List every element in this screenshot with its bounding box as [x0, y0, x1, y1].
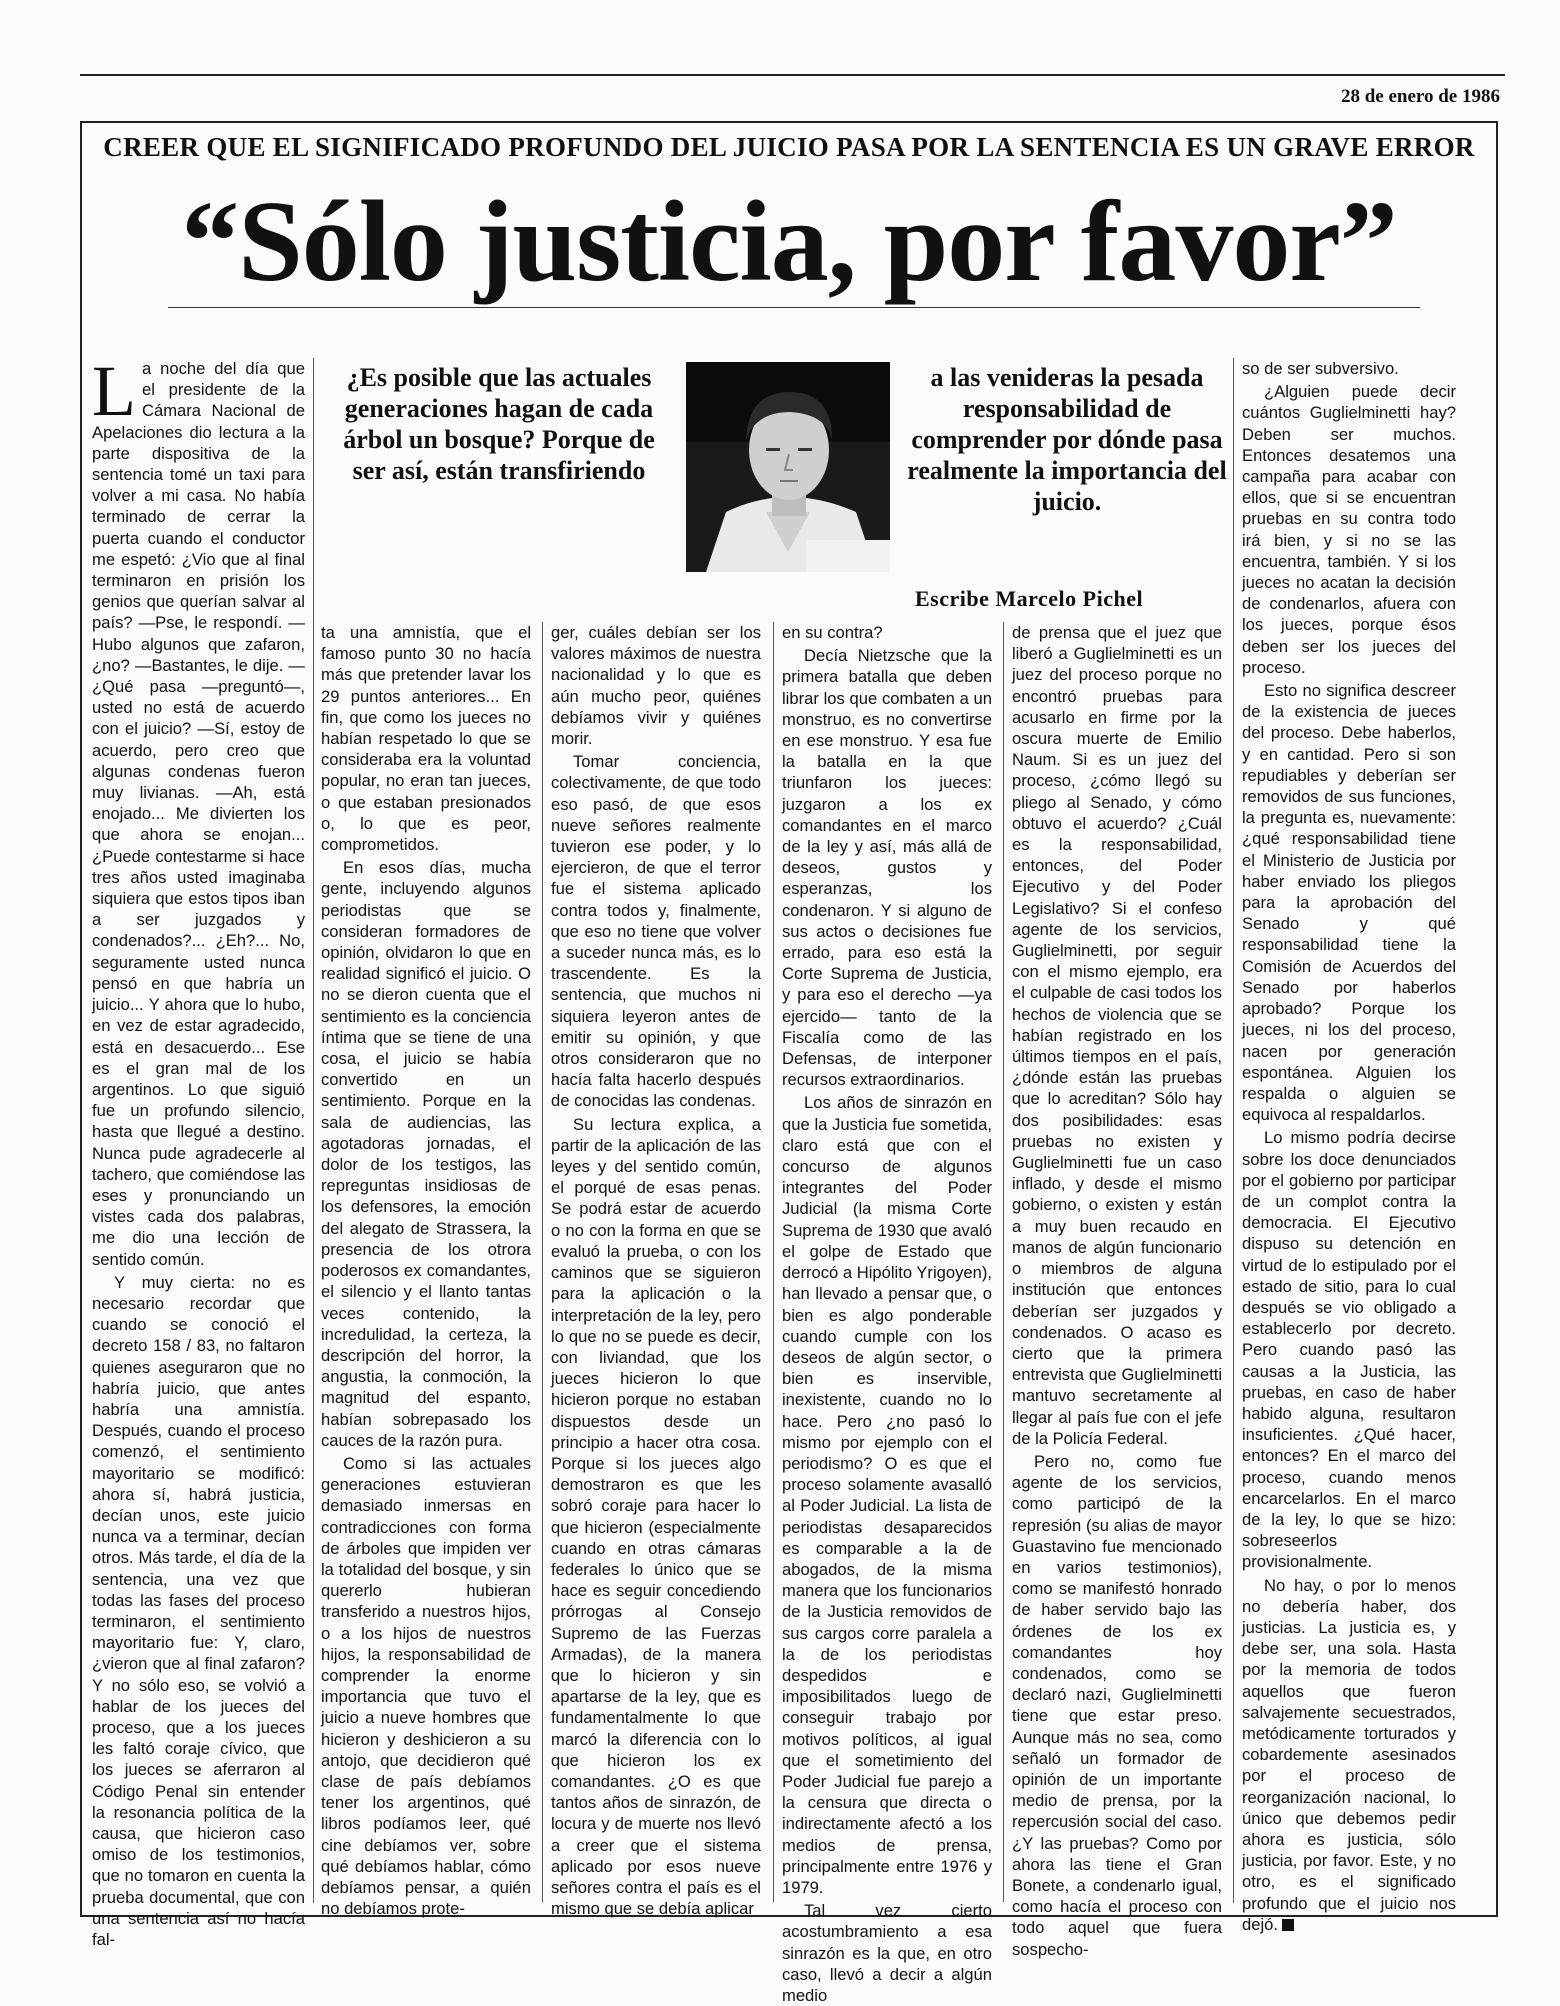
paragraph: Los años de sinrazón en que la Justicia fue sometida, claro está que con el concurso de algunos integrantes del Poder Judicial (la misma Corte Suprema de 1930 que avaló el golpe de Estado que derrocó a Hipólito Yrigoyen), han llevado a pensar que, o bien es algo ponderable cuando cumple con los deseos de algún sector, o bien es inservible, inexistente, cuando no lo hace. Pero ¿no pasó lo mismo por ejemplo con el periodismo? O es que el proceso solamente avasalló al Poder Judicial. La lista de periodistas desaparecidos es comparable a la de abogados, de la misma manera que los funcionarios de la Justicia removidos de sus cargos corre paralela a la de los periodistas despedidos e imposibilitados luego de conseguir trabajo por motivos políticos, al igual que el sometimiento del Poder Judicial fue parejo a la censura que directa o indirectamente afectó a los medios de prensa, principalmente entre 1976 y 1979.: [782, 1093, 992, 1897]
paragraph: Lo mismo podría decirse sobre los doce denunciados por el gobierno por participar de un complot contra la democracia. El Ejecutivo dispuso su detención en virtud de lo estipulado por el estado de sitio, para lo cual después se vio obligado a establecerlo por decreto. Pero cuando pasó las causas a la Justicia, las pruebas, en caso de haber habido alguna, resultaron insuficientes. ¿Qué hacer, entonces? En el marco del proceso, cuando menos encarcelarlos. En el marco de la ley, lo que se hizo: sobreseerlos provisionalmente.: [1242, 1128, 1456, 1572]
headline: “Sólo justicia, por favor”: [181, 178, 1397, 306]
paragraph: en su contra?: [782, 623, 883, 642]
paragraph: Y muy cierta: no es necesario recordar que cuando se conoció el decreto 158 / 83, no faltaron quienes aseguraron que no habría juicio, que antes habría una amnistía. Después, cuando el proceso comenzó, el sentimiento mayoritario se modificó: ahora sí, habrá justicia, decían unos, este juicio nunca va a terminar, decían otros. Más tarde, el día de la sentencia, una vez que todas las fases del proceso terminaron, el sentimiento mayoritario fue: Y, claro, ¿vieron que al final zafaron? Y no sólo eso, se volvió a hablar de los jueces del proceso, que a los jueces les faltó coraje cívico, que los jueces se aferraron al Código Penal sin entender la resonancia política de la causa, que hicieron caso omiso de los testimonios, que no tomaron en cuenta la prueba documental, que con una sentencia así no hacía fal-: [92, 1272, 305, 1950]
paragraph: Tal vez cierto acostumbramiento a esa sinrazón es la que, en otro caso, llevó a decir a algún medio: [782, 1901, 992, 2005]
drop-cap: L: [92, 351, 136, 431]
column-6: [1242, 358, 1456, 1934]
paragraph: ta una amnistía, que el famoso punto 30 no hacía más que pretender lavar los 29 puntos anteriores... En fin, que como los jueces no habían respetado lo que se consideraba era la voluntad popular, no eran tan jueces, o que estaban presionados o, lo que es peor, comprometidos.: [321, 623, 531, 855]
byline: Escribe Marcelo Pichel: [915, 586, 1144, 611]
column-4: [782, 622, 992, 2005]
paragraph: de prensa que el juez que liberó a Guglielminetti es un juez del proceso porque no encontró pruebas para acusarlo en firme por la oscura muerte de Emilio Naum. Si es un juez del proceso, ¿cómo llegó su pliego al Senado, y cómo obtuvo el acuerdo? ¿Cuál es la responsabilidad, entonces, del Poder Ejecutivo y del Poder Legislativo? Si el confeso agente de los servicios, Guglielminetti, por seguir con el mismo ejemplo, era el culpable de casi todos los hechos de violencia que se habían registrado en los últimos tiempos en el país, ¿dónde están las pruebas que lo acreditan? Sólo hay dos posibilidades: esas pruebas no existen y Guglielminetti fue un caso inflado, y desde el mismo gobierno, o existen y están a muy buen recaudo en manos de algún funcionario o miembros de alguna institución que entonces deberían ser juzgados y condenados. O acaso es cierto que la primera entrevista que Guglielminetti mantuvo secretamente al llegar al país fue con el jefe de la Policía Federal.: [1012, 623, 1222, 1448]
pull-quote-right: a las venideras la pesada responsabilidad de comprender por dónde pasa realmente la importancia del juicio.: [907, 363, 1227, 516]
paragraph: No hay, o por lo menos no debería haber, dos justicias. La justicia es, y debe ser, una sola. Hasta por la memoria de todos aquellos que fueron salvajemente secuestrados, metódicamente torturados y cobardemente asesinados por el proceso de reorganización nacional, lo único que debemos pedir ahora es justicia, sólo justicia, por favor. Este, y no otro, es el significado profundo que el juicio nos dejó.: [1242, 1575, 1456, 1934]
author-photo: [686, 362, 890, 572]
paragraph: Esto no significa descreer de la existencia de jueces del proceso. Debe haberlos, y en cantidad. Pero si son repudiables y deberían ser removidos de sus funciones, la pregunta es, nuevamente: ¿qué responsabilidad tiene el Ministerio de Justicia por haber enviado los pliegos para la aprobación del Senado y qué responsabilidad tiene la Comisión de Acuerdos del Senado por haberlos aprobado? Porque los jueces, ni los del proceso, nacen por generación espontánea. Alguien los respalda o alguien se equivoca al respaldarlos.: [1242, 681, 1456, 1125]
paragraph: Como si las actuales generaciones estuvieran demasiado inmersas en contradicciones con forma de árboles que impiden ver la totalidad del bosque, y sin quererlo hubieran transferido a nuestros hijos, o a los hijos de nuestros hijos, la responsabilidad de comprender la enorme importancia que tuvo el juicio a nueve hombres que hicieron y deshicieron a su antojo, que decidieron qué clase de país debíamos tener los argentinos, qué libros podíamos leer, qué cine debíamos ver, sobre qué debíamos hablar, cómo debíamos pensar, a quién no debíamos prote-: [321, 1453, 531, 1919]
column-2: [321, 622, 531, 1919]
column-3: [551, 622, 761, 1919]
paragraph: ger, cuáles debían ser los valores máximos de nuestra nacionalidad y lo que es aún mucho peor, quiénes debíamos vivir y quiénes morir.: [551, 623, 761, 749]
pull-quote-left: ¿Es posible que las actuales generaciones hagan de cada árbol un bosque? Porque de ser así, están transfiriendo: [343, 363, 655, 485]
paragraph: Tomar conciencia, colectivamente, de que todo eso pasó, de que esos nueve señores realmente tuvieron ese poder, y lo ejercieron, de que el terror fue el sistema aplicado contra todos y, finalmente, que eso no tiene que volver a suceder nunca más, es lo trascendente. Es la sentencia, que muchos ni siquiera leyeron antes de emitir su opinión, y que otros consideraron que no hacía falta hacerlo después de conocidas las condenas.: [551, 752, 761, 1111]
paragraph: La noche del día que el presidente de la Cámara Nacional de Apelaciones dio lectura a la parte dispositiva de la sentencia tomé un taxi para volver a mi casa. No había terminado de cerrar la puerta cuando el conductor me espetó: ¿Vio que al final terminaron en prisión los genios que querían salvar al país? —Pse, le respondí. —Hubo algunos que zafaron, ¿no? —Bastantes, le dije. —¿Qué pasa —preguntó—, usted no está de acuerdo con el juicio? —Sí, estoy de acuerdo, pero creo que algunas condenas fueron muy livianas. —Ah, está enojado... Me divierten los que ahora se enojan... ¿Puede contestarme si hace tres años usted imaginaba siquiera que estos tipos iban a ser juzgados y condenados?... ¿Eh?... No, seguramente usted nunca pensó en que habría un juicio... Y ahora que lo hubo, en vez de estar agradecido, está en desacuerdo... Ese es el gran mal de los argentinos. Lo que siguió fue un profundo silencio, hasta que llegué a destino. Nunca pude agradecerle al tachero, que comiéndose las eses y pronunciando un vistes cada dos palabras, me dio una lección de sentido común.: [92, 351, 305, 1269]
column-rule: [542, 622, 543, 1902]
column-rule: [1233, 358, 1234, 1903]
paragraph: Pero no, como fue agente de los servicios, como participó de la represión (su alias de mayor Guastavino fue mencionado en varios testimonios), como se manifestó honrado de haber servido bajo las órdenes de los ex comandantes hoy condenados, como se declaró nazi, Guglielminetti tiene que estar preso. Aunque más no sea, como señaló un formador de opinión de un importante medio de prensa, por la repercusión social del caso. ¿Y las pruebas? Como por ahora las tiene el Gran Bonete, a condenarlo igual, como hacía el proceso con todo aquel que fuera sospecho-: [1012, 1451, 1222, 1959]
end-mark: [1282, 1919, 1294, 1931]
paragraph: so de ser subversivo.: [1242, 359, 1399, 378]
paragraph: ¿Alguien puede decir cuántos Guglielminetti hay? Deben ser muchos. Entonces desatemos una campaña para acabar con ellos, que si se encuentran pruebas en su contra todo irá bien, y si no se las encuentra, también. Y si los jueces no acatan la decisión de condenarlos, afuera con los jueces, porque ésos deben ser los jueces del proceso.: [1242, 382, 1456, 677]
paragraph: Decía Nietzsche que la primera batalla que deben librar los que combaten a un monstruo, es no convertirse en ese monstruo. Y esa fue la batalla en la que triunfaron los jueces: juzgaron a los ex comandantes en el marco de la ley y así, más allá de deseos, gustos y esperanzas, los condenaron. Y si alguno de sus actos o decisiones fue errado, para eso está la Corte Suprema de Justicia, y para eso el derecho —ya ejercido— tanto de la Fiscalía como de las Defensas, de interponer recursos extraordinarios.: [782, 646, 992, 1090]
paragraph: Su lectura explica, a partir de la aplicación de las leyes y del sentido común, el porqué de esas penas. Se podrá estar de acuerdo o no con la forma en que se evaluó la prueba, o con los caminos que se siguieron para la aplicación o la interpretación de la ley, pero lo que no se puede es decir, con liviandad, que los jueces hicieron lo que hicieron porque no estaban dispuestos desde un principio a hacer otra cosa. Porque si los jueces algo demostraron es que les sobró coraje para hacer lo que hicieron (especialmente cuando en otras cámaras federales lo único que se hace es seguir concediendo prórrogas al Consejo Supremo de las Fuerzas Armadas), de la manera que lo hicieron y sin apartarse de la ley, que es fundamentalmente lo que marcó la diferencia con lo que hicieron los ex comandantes. ¿O es que tantos años de sinrazón, de locura y de muerte nos llevó a creer que el sistema aplicado por esos nueve señores contra el país es el mismo que se debía aplicar: [551, 1114, 761, 1919]
publication-date: 28 de enero de 1986: [1340, 86, 1500, 107]
column-rule: [773, 622, 774, 1902]
column-rule: [313, 358, 314, 1903]
column-rule: [1003, 622, 1004, 1902]
kicker: CREER QUE EL SIGNIFICADO PROFUNDO DEL JUICIO PASA POR LA SENTENCIA ES UN GRAVE ERROR: [103, 132, 1475, 162]
headline-rule: [168, 307, 1420, 308]
column-1: [92, 351, 305, 1950]
top-rule: [80, 74, 1505, 76]
column-5: [1012, 622, 1222, 1959]
paragraph: En esos días, mucha gente, incluyendo algunos periodistas que se consideran formadores de opinión, olvidaron lo que en realidad significó el juicio. O no se dieron cuenta que el sentimiento es la conciencia íntima que se tiene de una cosa, el juicio se había convertido en un sentimiento. Porque en la sala de audiencias, las agotadoras jornadas, el dolor de los testigos, las repreguntas insidiosas de los defensores, la emoción del alegato de Strassera, la presencia de los otrora poderosos ex comandantes, el silencio y el llanto tantas veces contenido, la incredulidad, la certeza, la descripción del horror, la angustia, la conmoción, la magnitud del espanto, habían sobrepasado los cauces de la razón pura.: [321, 858, 531, 1450]
